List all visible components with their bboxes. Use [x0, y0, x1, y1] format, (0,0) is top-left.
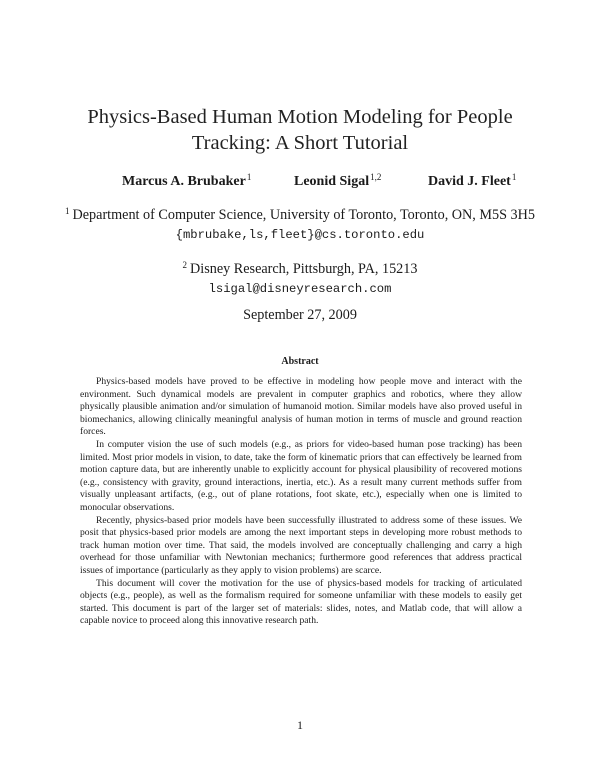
affiliation-text: Disney Research, Pittsburgh, PA, 15213 [190, 261, 418, 277]
author-affiliation-mark: 1 [511, 172, 517, 182]
paper-title: Physics-Based Human Motion Modeling for People Tracking: A Short Tutorial [87, 106, 513, 154]
author-name: David J. Fleet [428, 174, 511, 189]
affiliation-email: {mbrubake,ls,fleet}@cs.toronto.edu [175, 228, 425, 242]
abstract-paragraph: This document will cover the motivation for the use of physics-based models for tracking of articulated objects (e.g., people), as well as the formalism required for someone unfamiliar with these models to easily get started. This document is part of the larger set of materials: slides, notes, and Matlab code, that will allow a capable novice to proceed along this innovative research path. [80, 577, 522, 627]
author-affiliation-mark: 1,2 [370, 172, 382, 182]
author-affiliation-mark: 1 [246, 172, 252, 182]
abstract-paragraph: Physics-based models have proved to be effective in modeling how people move and interact with the environment. Such dynamical models are prevalent in computer graphics and robotics, where they allow physically plausible animation and/or simulation of humanoid motion. Similar models have also proved useful in biomechanics, allowing clinically meaningful analysis of human motion in terms of muscle and ground reaction forces. [80, 376, 522, 438]
affiliation-2 [0, 260, 600, 299]
page-number: 1 [297, 718, 303, 732]
author-name: Marcus A. Brubaker [122, 174, 246, 189]
affiliation-email: lsigal@disneyresearch.com [208, 282, 392, 296]
affiliation-mark: 2 [182, 260, 188, 270]
abstract-heading: Abstract [281, 356, 319, 367]
affiliation-line [0, 260, 600, 280]
author-3 [428, 174, 516, 190]
author-1 [122, 174, 251, 190]
author-2 [294, 174, 381, 190]
author-name: Leonid Sigal [294, 174, 370, 189]
affiliation-line [0, 206, 600, 226]
affiliation-text: Department of Computer Science, University of Toronto, Toronto, ON, M5S 3H5 [72, 207, 535, 223]
abstract-paragraph: In computer vision the use of such models (e.g., as priors for video-based human pose tracking) has been limited. Most prior models in vision, to date, take the form of kinematic priors that can effectively be learned from motion capture data, but are inherently unable to explicitly account for physical plausibility of recovered motions (e.g., consistency with gravity, ground interactions, inertia, etc.). As a result many current methods suffer from visually unpleasant artifacts, (e.g., out of plane rotations, foot skate, etc.), especially when one is limited to monocular observations. [80, 438, 522, 513]
affiliation-mark: 1 [65, 206, 70, 216]
abstract-body [80, 376, 522, 628]
author-list [0, 174, 600, 194]
affiliation-1 [0, 206, 600, 245]
abstract-paragraph: Recently, physics-based prior models have been successfully illustrated to address some of these issues. We posit that physics-based prior models are among the next important steps in developing more robust methods to track human motion over time. That said, the models involved are conceptually challenging and carry a high overhead for those unfamiliar with Newtonian mechanics; furthermore good references that address practical issues of importance (particularly as they apply to vision problems) are scarce. [80, 514, 522, 576]
publication-date: September 27, 2009 [243, 307, 357, 323]
